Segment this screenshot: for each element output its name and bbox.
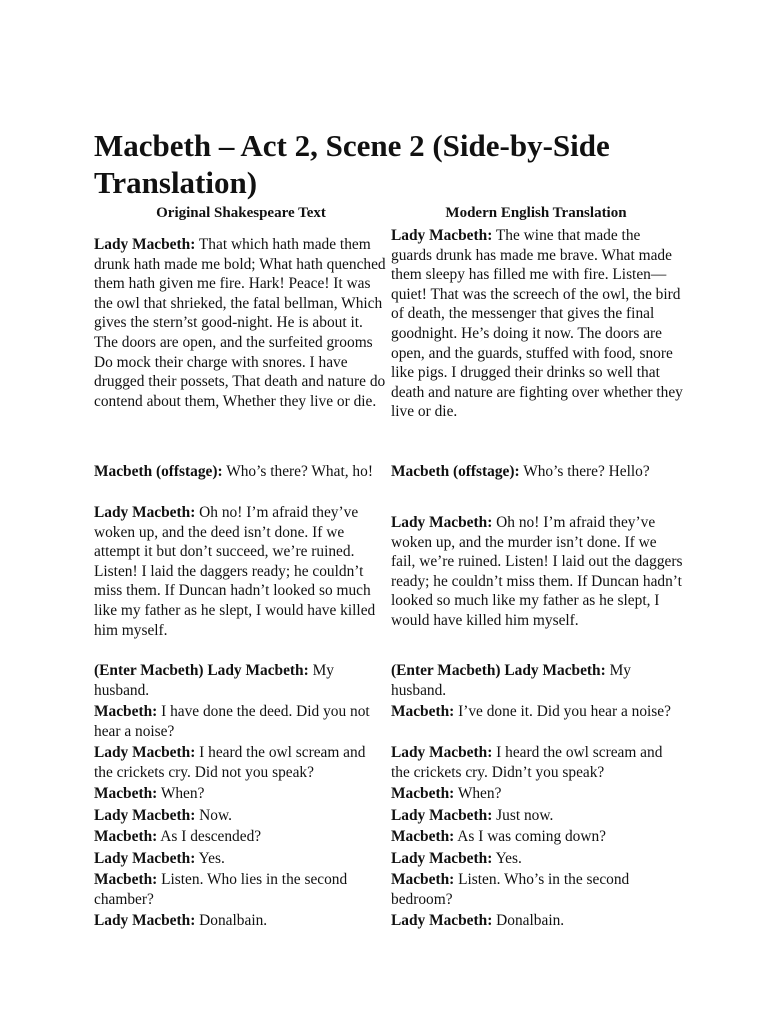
speaker-name: Macbeth: xyxy=(391,871,455,888)
speaker-name: Lady Macbeth: xyxy=(94,850,196,867)
modern-line xyxy=(391,849,683,869)
speaker-name: Macbeth: xyxy=(94,828,158,845)
speaker-name: Lady Macbeth: xyxy=(94,807,196,824)
dialogue-text: I heard the owl scream and the crickets cry. Didn’t you speak? xyxy=(391,744,663,781)
speaker-name: Macbeth (offstage): xyxy=(391,463,520,480)
dialogue-text: Now. xyxy=(195,807,232,824)
speaker-name: Lady Macbeth: xyxy=(391,227,493,244)
original-line xyxy=(94,743,388,782)
dialogue-text: As I descended? xyxy=(157,828,262,845)
dialogue-text: Listen. Who lies in the second chamber? xyxy=(94,871,348,908)
speaker-name: Lady Macbeth: xyxy=(94,912,196,929)
dialogue-text: Who’s there? What, ho! xyxy=(222,463,373,480)
dialogue-text: Yes. xyxy=(492,850,522,867)
dialogue-text: The wine that made the guards drunk has made me brave. What made them sleepy has filled me with fire. Listen—quiet! That was the screech of the owl, the bird of death, the messenger that gives the final goodnight. He’s doing it now. The doors are open, and the guards, stuffed with food, snore like pigs. I drugged their drinks so well that death and nature are fighting over whether they live or die. xyxy=(391,227,683,421)
original-line xyxy=(94,702,388,741)
speaker-name: Macbeth: xyxy=(391,703,455,720)
speaker-name: Macbeth: xyxy=(391,828,455,845)
dialogue-text: Donalbain. xyxy=(492,912,565,929)
speaker-name: Lady Macbeth: xyxy=(94,504,196,521)
modern-line xyxy=(391,784,683,804)
modern-line xyxy=(391,743,683,782)
original-column-header: Original Shakespeare Text xyxy=(156,205,326,221)
modern-line xyxy=(391,827,683,847)
dialogue-text: That which hath made them drunk hath made me bold; What hath quenched them hath given me fire. Hark! Peace! It was the owl that shrieked, the fatal bellman, Which gives the stern’st good-night. He is about it. The doors are open, and the surfeited grooms Do mock their charge with snores. I have drugged their possets, That death and nature do contend about them, Whether they live or die. xyxy=(94,236,386,410)
dialogue-text: I’ve done it. Did you hear a noise? xyxy=(454,703,671,720)
speaker-name: (Enter Macbeth) Lady Macbeth: xyxy=(391,662,606,679)
original-line xyxy=(94,911,388,931)
original-line xyxy=(94,827,388,847)
speaker-name: Lady Macbeth: xyxy=(94,236,196,253)
modern-line xyxy=(391,661,683,700)
dialogue-text: When? xyxy=(157,785,205,802)
dialogue-text: As I was coming down? xyxy=(454,828,607,845)
dialogue-text: Just now. xyxy=(492,807,554,824)
dialogue-text: Oh no! I’m afraid they’ve woken up, and the deed isn’t done. If we attempt it but don’t succeed, we’re ruined. Listen! I laid the daggers ready; he couldn’t miss them. If Duncan hadn’t looked so much like my father as he slept, I would have killed him myself. xyxy=(94,504,376,639)
original-line xyxy=(94,849,388,869)
original-line xyxy=(94,462,388,482)
speaker-name: (Enter Macbeth) Lady Macbeth: xyxy=(94,662,309,679)
modern-line xyxy=(391,870,683,909)
original-line xyxy=(94,784,388,804)
dialogue-text: Listen. Who’s in the second bedroom? xyxy=(391,871,630,908)
dialogue-text: I heard the owl scream and the crickets cry. Did not you speak? xyxy=(94,744,366,781)
original-line xyxy=(94,870,388,909)
dialogue-text: When? xyxy=(454,785,502,802)
speaker-name: Macbeth: xyxy=(391,785,455,802)
speaker-name: Macbeth: xyxy=(94,785,158,802)
original-line xyxy=(94,806,388,826)
speaker-name: Lady Macbeth: xyxy=(391,912,493,929)
original-line xyxy=(94,503,388,640)
dialogue-text: I have done the deed. Did you not hear a noise? xyxy=(94,703,370,740)
speaker-name: Lady Macbeth: xyxy=(391,807,493,824)
speaker-name: Macbeth: xyxy=(94,703,158,720)
dialogue-text: Donalbain. xyxy=(195,912,268,929)
modern-line xyxy=(391,806,683,826)
dialogue-text: My husband. xyxy=(391,662,631,699)
dialogue-text: Yes. xyxy=(195,850,225,867)
speaker-name: Lady Macbeth: xyxy=(391,514,493,531)
document-title: Macbeth – Act 2, Scene 2 (Side-by-Side Translation) xyxy=(94,128,610,200)
dialogue-text: Who’s there? Hello? xyxy=(519,463,650,480)
modern-line xyxy=(391,513,683,631)
speaker-name: Lady Macbeth: xyxy=(94,744,196,761)
modern-line xyxy=(391,226,683,422)
original-line xyxy=(94,235,388,411)
speaker-name: Lady Macbeth: xyxy=(391,744,493,761)
speaker-name: Macbeth: xyxy=(94,871,158,888)
modern-line xyxy=(391,911,683,931)
modern-line xyxy=(391,462,683,482)
speaker-name: Macbeth (offstage): xyxy=(94,463,223,480)
dialogue-text: My husband. xyxy=(94,662,334,699)
speaker-name: Lady Macbeth: xyxy=(391,850,493,867)
modern-column-header: Modern English Translation xyxy=(445,205,627,221)
modern-line xyxy=(391,702,683,722)
dialogue-text: Oh no! I’m afraid they’ve woken up, and the murder isn’t done. If we fail, we’re ruined. Listen! I laid out the daggers ready; he couldn’t miss them. If Duncan hadn’t looked so much like my father as he slept, I would have killed him myself. xyxy=(391,514,683,629)
original-line xyxy=(94,661,388,700)
